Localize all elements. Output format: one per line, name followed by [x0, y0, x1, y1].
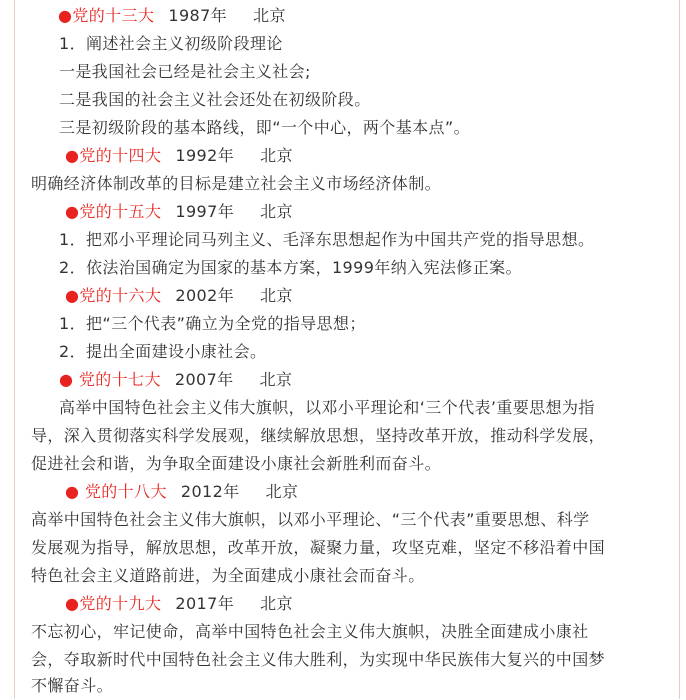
text-line: 三是初级阶段的基本路线，即“一个中心，两个基本点”。 — [59, 118, 470, 137]
text-line: 一是我国社会已经是社会主义社会; — [59, 62, 311, 81]
congress-city: 北京 — [259, 370, 293, 389]
congress-city: 北京 — [260, 202, 293, 221]
text-line: 发展观为指导，解放思想，改革开放，凝聚力量，攻坚克难，坚定不移沿着中国 — [31, 538, 606, 557]
congress-title: ● 党的十八大 — [65, 482, 167, 501]
section-heading — [65, 198, 293, 226]
congress-city: 北京 — [260, 146, 293, 165]
section-heading — [65, 142, 293, 170]
congress-city: 北京 — [253, 6, 286, 25]
congress-title: ●党的十九大 — [65, 594, 162, 613]
congress-year: 2012年 — [180, 482, 240, 501]
text-line: 1．把邓小平理论同马列主义、毛泽东思想起作为中国共产党的指导思想。 — [59, 230, 595, 249]
congress-year: 2002年 — [175, 286, 235, 305]
section-heading — [59, 366, 292, 394]
congress-city: 北京 — [265, 482, 299, 501]
text-line: 会，夺取新时代中国特色社会主义伟大胜利，为实现中华民族伟大复兴的中国梦 — [31, 650, 606, 669]
section-heading — [58, 2, 286, 30]
text-line: 不忘初心，牢记使命，高举中国特色社会主义伟大旗帜，决胜全面建成小康社 — [31, 622, 589, 641]
text-line: 1．阐述社会主义初级阶段理论 — [59, 34, 283, 53]
congress-title: ● 党的十七大 — [59, 370, 161, 389]
congress-title: ●党的十五大 — [65, 202, 162, 221]
text-line: 2．依法治国确定为国家的基本方案，1999年纳入宪法修正案。 — [59, 258, 522, 277]
text-line: 促进社会和谐，为争取全面建设小康社会新胜利而奋斗。 — [31, 454, 442, 473]
text-line: 高举中国特色社会主义伟大旗帜，以邓小平理论、“三个代表”重要思想、科学 — [31, 510, 590, 529]
text-line: 明确经济体制改革的目标是建立社会主义市场经济体制。 — [31, 174, 442, 193]
congress-year: 1992年 — [175, 146, 235, 165]
text-line: 2．提出全面建设小康社会。 — [59, 342, 267, 361]
congress-year: 1987年 — [168, 6, 228, 25]
text-line: 导，深入贯彻落实科学发展观，继续解放思想，坚持改革开放，推动科学发展， — [31, 426, 606, 445]
congress-year: 1997年 — [175, 202, 235, 221]
text-line: 特色社会主义道路前进，为全面建成小康社会而奋斗。 — [31, 566, 425, 585]
congress-city: 北京 — [260, 286, 293, 305]
congress-title: ●党的十四大 — [65, 146, 162, 165]
section-heading — [65, 478, 298, 506]
text-line: 不懈奋斗。 — [31, 676, 114, 695]
congress-year: 2017年 — [175, 594, 235, 613]
section-heading — [65, 282, 293, 310]
congress-year: 2007年 — [174, 370, 234, 389]
congress-city: 北京 — [260, 594, 293, 613]
text-line: 1．把“三个代表”确立为全党的指导思想； — [59, 314, 366, 333]
text-line: 二是我国的社会主义社会还处在初级阶段。 — [59, 90, 371, 109]
congress-title: ●党的十六大 — [65, 286, 162, 305]
text-line: 高举中国特色社会主义伟大旗帜，以邓小平理论和‘三个代表’重要思想为指 — [59, 398, 595, 417]
section-heading — [65, 590, 293, 618]
congress-title: ●党的十三大 — [58, 6, 155, 25]
